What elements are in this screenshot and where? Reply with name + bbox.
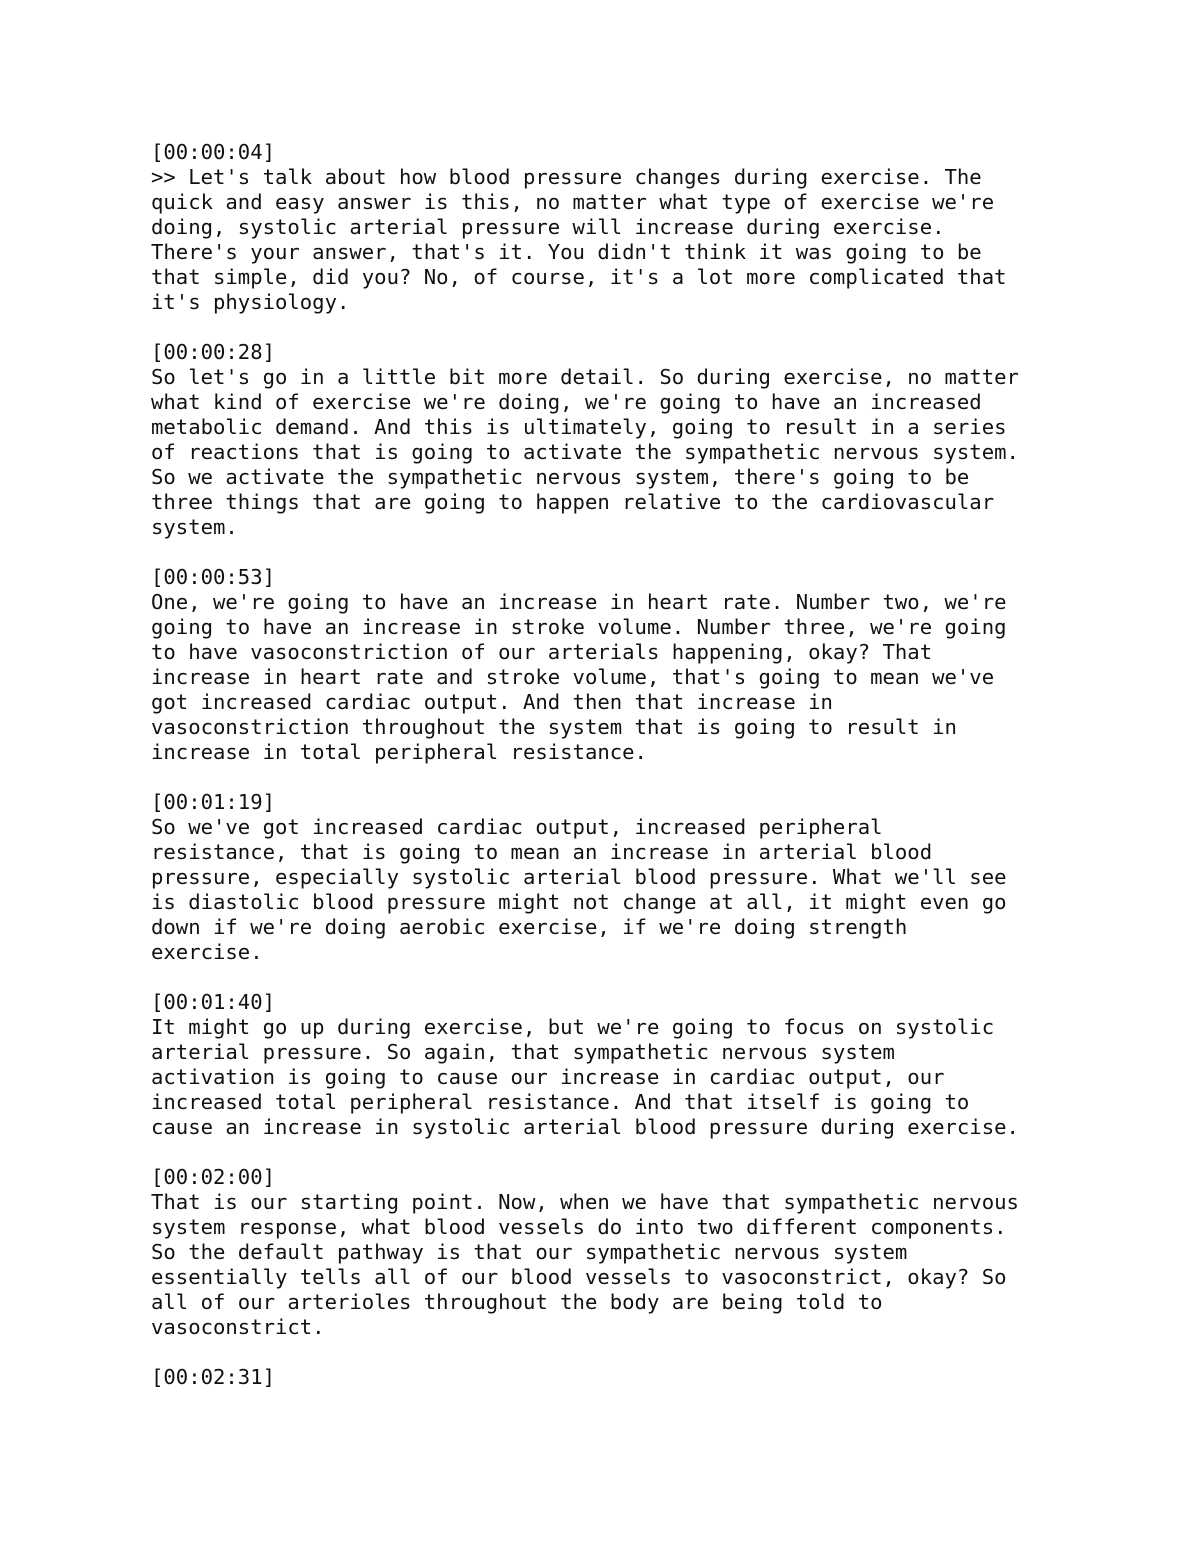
transcript-line: One, we're going to have an increase in heart rate. Number two, we're	[151, 590, 1007, 614]
transcript-line: doing, systolic arterial pressure will increase during exercise.	[151, 215, 945, 239]
transcript-line: So we activate the sympathetic nervous system, there's going to be	[151, 465, 970, 489]
timestamp: [00:01:19]	[151, 790, 275, 814]
transcript-segment	[151, 340, 1161, 540]
transcript-line: So the default pathway is that our sympathetic nervous system	[151, 1240, 908, 1264]
transcript-line: It might go up during exercise, but we're going to focus on systolic	[151, 1015, 995, 1039]
timestamp: [00:01:40]	[151, 990, 275, 1014]
transcript-line: resistance, that is going to mean an increase in arterial blood	[151, 840, 933, 864]
transcript-line: So let's go in a little bit more detail. So during exercise, no matter	[151, 365, 1019, 389]
transcript-line: it's physiology.	[151, 290, 350, 314]
timestamp: [00:02:31]	[151, 1365, 275, 1389]
transcript-segment	[151, 1365, 1161, 1390]
timestamp: [00:00:28]	[151, 340, 275, 364]
transcript-segment	[151, 140, 1161, 315]
timestamp: [00:00:53]	[151, 565, 275, 589]
timestamp: [00:02:00]	[151, 1165, 275, 1189]
transcript-segment	[151, 990, 1161, 1140]
transcript-line: vasoconstriction throughout the system that is going to result in	[151, 715, 957, 739]
transcript-line: of reactions that is going to activate the sympathetic nervous system.	[151, 440, 1019, 464]
transcript-line: metabolic demand. And this is ultimately, going to result in a series	[151, 415, 1007, 439]
transcript-line: what kind of exercise we're doing, we're going to have an increased	[151, 390, 982, 414]
transcript-line: essentially tells all of our blood vessels to vasoconstrict, okay? So	[151, 1265, 1007, 1289]
transcript-segment	[151, 565, 1161, 765]
transcript-line: vasoconstrict.	[151, 1315, 325, 1339]
transcript-line: exercise.	[151, 940, 263, 964]
transcript-line: pressure, especially systolic arterial blood pressure. What we'll see	[151, 865, 1007, 889]
transcript-line: system.	[151, 515, 238, 539]
transcript-line: to have vasoconstriction of our arterials happening, okay? That	[151, 640, 933, 664]
transcript-line: cause an increase in systolic arterial blood pressure during exercise.	[151, 1115, 1019, 1139]
transcript-segment	[151, 1165, 1161, 1340]
transcript-line: There's your answer, that's it. You didn't think it was going to be	[151, 240, 982, 264]
transcript-line: three things that are going to happen relative to the cardiovascular	[151, 490, 995, 514]
transcript-line: going to have an increase in stroke volume. Number three, we're going	[151, 615, 1007, 639]
transcript-line: increased total peripheral resistance. And that itself is going to	[151, 1090, 970, 1114]
transcript-line: system response, what blood vessels do into two different components.	[151, 1215, 1007, 1239]
transcript-line: That is our starting point. Now, when we have that sympathetic nervous	[151, 1190, 1019, 1214]
transcript-page	[151, 140, 1161, 1415]
transcript-line: down if we're doing aerobic exercise, if we're doing strength	[151, 915, 908, 939]
transcript-line: quick and easy answer is this, no matter what type of exercise we're	[151, 190, 995, 214]
transcript-line: got increased cardiac output. And then that increase in	[151, 690, 833, 714]
transcript-line: increase in heart rate and stroke volume, that's going to mean we've	[151, 665, 995, 689]
timestamp: [00:00:04]	[151, 140, 275, 164]
transcript-line: >> Let's talk about how blood pressure changes during exercise. The	[151, 165, 982, 189]
transcript-line: So we've got increased cardiac output, increased peripheral	[151, 815, 883, 839]
transcript-line: arterial pressure. So again, that sympathetic nervous system	[151, 1040, 895, 1064]
transcript-line: activation is going to cause our increase in cardiac output, our	[151, 1065, 945, 1089]
transcript-line: increase in total peripheral resistance.	[151, 740, 647, 764]
transcript-line: all of our arterioles throughout the body are being told to	[151, 1290, 883, 1314]
transcript-segment	[151, 790, 1161, 965]
transcript-line: is diastolic blood pressure might not change at all, it might even go	[151, 890, 1007, 914]
transcript-line: that simple, did you? No, of course, it's a lot more complicated that	[151, 265, 1007, 289]
